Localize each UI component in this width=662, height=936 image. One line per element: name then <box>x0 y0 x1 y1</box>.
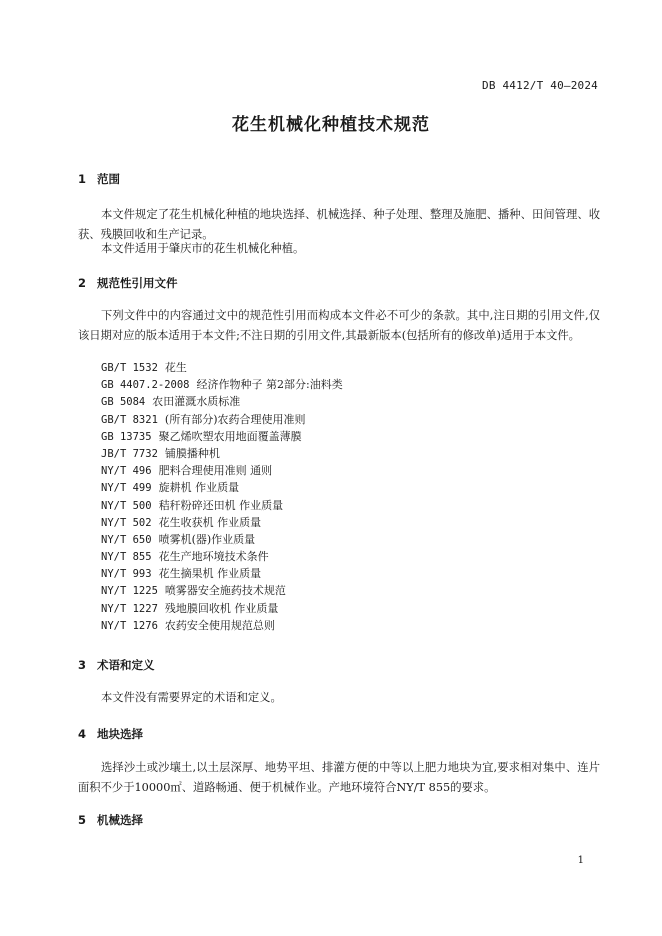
reference-code: GB 4407.2-2008 <box>101 379 190 392</box>
reference-name: 花生摘果机 作业质量 <box>158 567 262 581</box>
section-heading-plot-selection <box>78 726 143 742</box>
reference-list <box>101 359 343 634</box>
reference-name: 喷雾器安全施药技术规范 <box>164 584 286 598</box>
section-title: 范围 <box>97 172 120 186</box>
reference-name: 花生收获机 作业质量 <box>158 515 262 529</box>
section-title: 地块选择 <box>97 727 143 741</box>
reference-name: 花生产地环境技术条件 <box>158 550 269 564</box>
document-title: 花生机械化种植技术规范 <box>232 115 430 135</box>
section-number: 3 <box>78 658 87 672</box>
section-number: 5 <box>78 813 87 827</box>
reference-item <box>101 497 343 514</box>
reference-code: GB/T 1532 <box>101 362 158 374</box>
reference-item <box>101 411 343 428</box>
reference-item <box>101 531 343 548</box>
section-title: 机械选择 <box>97 813 143 827</box>
references-intro-paragraph: 下列文件中的内容通过文中的规范性引用而构成本文件必不可少的条款。其中,注日期的引用文件,仅该日期对应的版本适用于本文件;不注日期的引用文件,其最新版本(包括所有的修改单)适用于本文件。 <box>78 309 600 342</box>
reference-name: 肥料合理使用准则 通则 <box>158 464 273 478</box>
section-heading-terms <box>78 657 155 673</box>
reference-name: 农田灌溉水质标准 <box>152 395 241 409</box>
reference-code: JB/T 7732 <box>101 447 158 460</box>
reference-item <box>101 600 343 617</box>
terms-paragraph: 本文件没有需要界定的术语和定义。 <box>101 691 282 704</box>
reference-code: NY/T 1227 <box>101 602 158 615</box>
reference-code: NY/T 496 <box>101 465 152 478</box>
reference-code: NY/T 500 <box>101 499 152 512</box>
reference-code: NY/T 650 <box>101 533 152 546</box>
reference-item <box>101 376 343 393</box>
section-number: 1 <box>78 172 87 186</box>
reference-code: NY/T 499 <box>101 482 152 495</box>
scope-applicability-paragraph: 本文件适用于肇庆市的花生机械化种植。 <box>101 242 305 255</box>
section-heading-machine-selection <box>78 812 143 828</box>
section-number: 4 <box>78 727 87 741</box>
section-title: 术语和定义 <box>97 658 155 672</box>
reference-item <box>101 565 343 582</box>
section-heading-scope <box>78 171 120 187</box>
reference-item <box>101 428 343 445</box>
reference-item <box>101 393 343 410</box>
reference-code: NY/T 855 <box>101 551 152 564</box>
reference-code: GB 5084 <box>101 396 146 409</box>
reference-name: 花生 <box>164 361 187 374</box>
reference-name: (所有部分)农药合理使用准则 <box>164 412 306 426</box>
reference-name: 农药安全使用规范总则 <box>164 618 275 632</box>
reference-item <box>101 582 343 599</box>
page-number: 1 <box>577 855 584 866</box>
reference-code: GB/T 8321 <box>101 413 158 426</box>
reference-name: 铺膜播种机 <box>164 446 220 460</box>
reference-item <box>101 445 343 462</box>
reference-name: 旋耕机 作业质量 <box>158 481 240 495</box>
reference-name: 残地膜回收机 作业质量 <box>164 601 279 615</box>
reference-name: 秸秆粉碎还田机 作业质量 <box>158 498 284 512</box>
reference-item <box>101 514 343 531</box>
reference-name: 聚乙烯吹塑农用地面覆盖薄膜 <box>158 429 302 443</box>
reference-code: NY/T 1276 <box>101 619 158 632</box>
reference-item <box>101 548 343 565</box>
plot-selection-paragraph: 选择沙土或沙壤土,以土层深厚、地势平坦、排灌方便的中等以上肥力地块为宜,要求相对集中、连片面积不少于10000㎡、道路畅通、便于机械作业。产地环境符合NY/T 855的要求。 <box>78 761 600 794</box>
reference-item <box>101 617 343 634</box>
reference-code: GB 13735 <box>101 430 152 443</box>
reference-name: 喷雾机(器)作业质量 <box>158 532 256 546</box>
reference-code: NY/T 993 <box>101 568 152 581</box>
reference-item <box>101 359 343 376</box>
section-title: 规范性引用文件 <box>97 276 178 290</box>
reference-code: NY/T 1225 <box>101 585 158 598</box>
section-heading-normative-references <box>78 275 178 291</box>
scope-paragraph: 本文件规定了花生机械化种植的地块选择、机械选择、种子处理、整理及施肥、播种、田间管理、收获、残膜回收和生产记录。 <box>78 208 600 241</box>
reference-item <box>101 479 343 496</box>
reference-name: 经济作物种子 第2部分:油料类 <box>196 378 343 392</box>
reference-code: NY/T 502 <box>101 516 152 529</box>
reference-item <box>101 462 343 479</box>
section-number: 2 <box>78 276 87 290</box>
document-code: DB 4412/T 40—2024 <box>482 79 598 92</box>
